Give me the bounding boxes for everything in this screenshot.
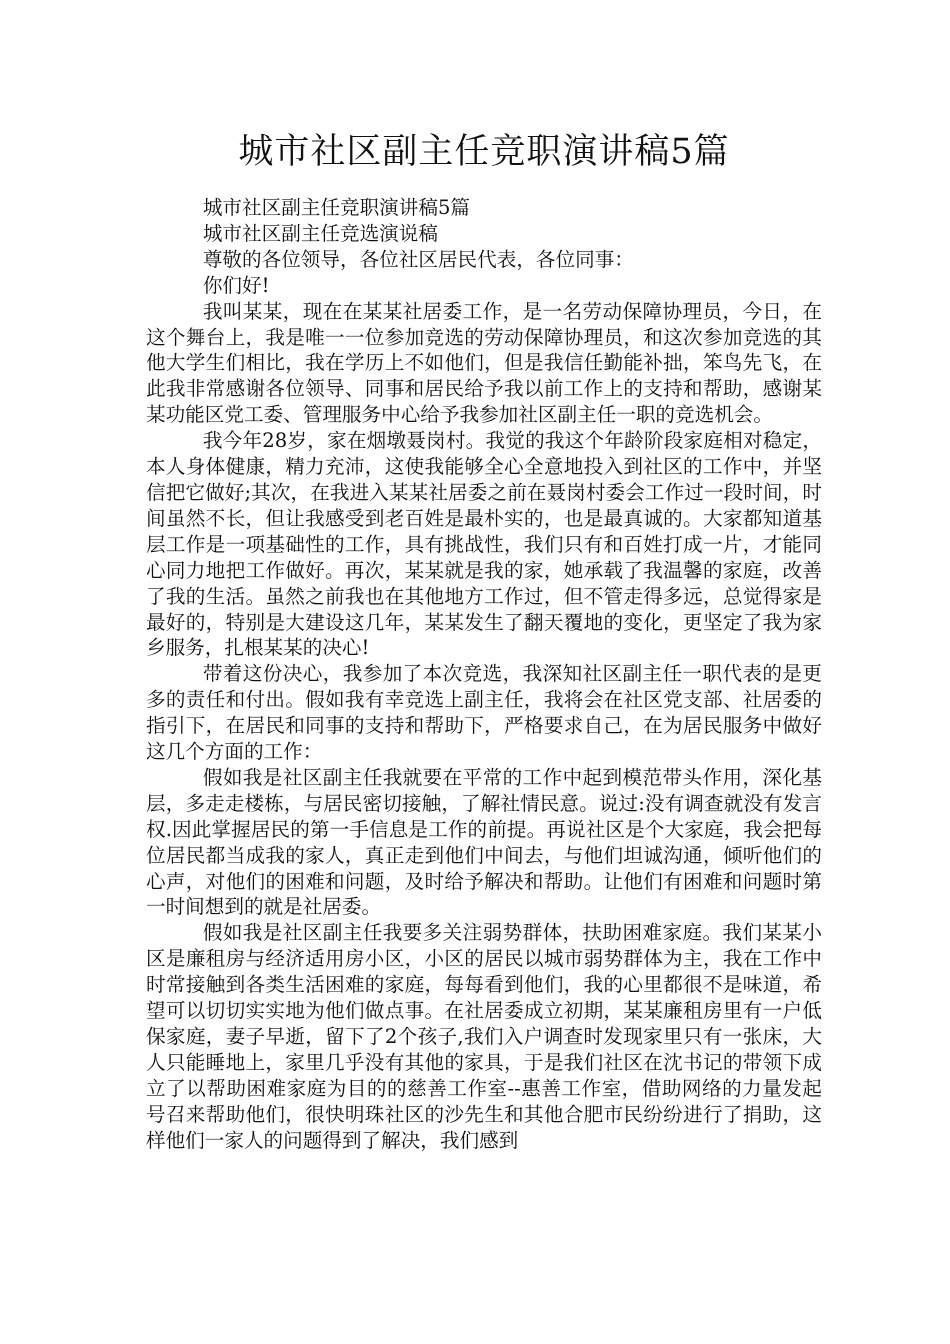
document-title: 城市社区副主任竞职演讲稿5篇 (238, 132, 730, 172)
document-body (146, 195, 822, 1154)
body-paragraph: 假如我是社区副主任我就要在平常的工作中起到模范带头作用，深化基层，多走走楼栋，与居民密切接触，了解社情民意。说过:没有调查就没有发言权.因此掌握居民的第一手信息是工作的前提。再说社区是个大家庭，我会把每位居民都当成我的家人，真正走到他们中间去，与他们坦诚沟通，倾听他们的心声，对他们的困难和问题，及时给予解决和帮助。让他们有困难和问题时第一时间想到的就是社居委。 (146, 765, 822, 919)
body-paragraph: 尊敬的各位领导，各位社区居民代表，各位同事： (202, 247, 634, 271)
body-paragraph: 假如我是社区副主任我要多关注弱势群体，扶助困难家庭。我们某某小区是廉租房与经济适用房小区，小区的居民以城市弱势群体为主，我在工作中时常接触到各类生活困难的家庭，每每看到他们，我的心里都很不是味道，希望可以切切实实地为他们做点事。在社居委成立初期，某某廉租房里有一户低保家庭，妻子早逝，留下了2个孩子,我们入户调查时发现家里只有一张床，大人只能睡地上，家里几乎没有其他的家具，于是我们社区在沈书记的带领下成立了以帮助困难家庭为目的的慈善工作室--惠善工作室，借助网络的力量发起号召来帮助他们，很快明珠社区的沙先生和其他合肥市民纷纷进行了捐助，这样他们一家人的问题得到了解决，我们感到 (146, 921, 822, 1152)
body-paragraph: 我今年28岁，家在烟墩聂岗村。我觉的我这个年龄阶段家庭相对稳定，本人身体健康，精力充沛，这使我能够全心全意地投入到社区的工作中，并坚信把它做好;其次，在我进入某某社居委之前在聂岗村委会工作过一段时间，时间虽然不长，但让我感受到老百姓是最朴实的，也是最真诚的。大家都知道基层工作是一项基础性的工作，具有挑战性，我们只有和百姓打成一片，才能同心同力地把工作做好。再次，某某就是我的家，她承载了我温馨的家庭，改善了我的生活。虽然之前我也在其他地方工作过，但不管走得多远，总觉得家是最好的，特别是大建设这几年，某某发生了翻天覆地的变化，更坚定了我为家乡服务，扎根某某的决心! (146, 429, 822, 660)
document-page (146, 0, 822, 1154)
body-paragraph: 你们好! (202, 273, 270, 297)
body-paragraph: 带着这份决心，我参加了本次竞选，我深知社区副主任一职代表的是更多的责任和付出。假如我有幸竞选上副主任，我将会在社区党支部、社居委的指引下，在居民和同事的支持和帮助下，严格要求自己，在为居民服务中做好这几个方面的工作： (146, 662, 822, 764)
body-paragraph: 城市社区副主任竞选演说稿 (202, 221, 438, 245)
body-paragraph: 我叫某某，现在在某某社居委工作，是一名劳动保障协理员，今日，在这个舞台上，我是唯一一位参加竞选的劳动保障协理员，和这次参加竞选的其他大学生们相比，我在学历上不如他们，但是我信任勤能补拙，笨鸟先飞，在此我非常感谢各位领导、同事和居民给予我以前工作上的支持和帮助，感谢某某功能区党工委、管理服务中心给予我参加社区副主任一职的竞选机会。 (146, 299, 822, 427)
body-paragraph: 城市社区副主任竞职演讲稿5篇 (202, 196, 471, 219)
